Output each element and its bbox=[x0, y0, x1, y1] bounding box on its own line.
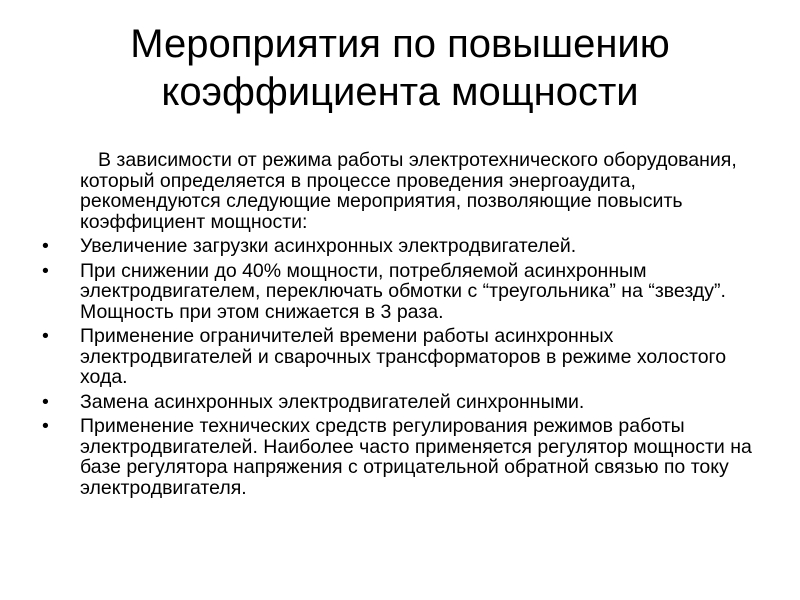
bullet-icon: • bbox=[42, 325, 49, 347]
measures-list bbox=[40, 236, 760, 498]
list-item bbox=[40, 392, 760, 413]
list-item-text: Замена асинхронных электродвигателей синхронными. bbox=[80, 390, 585, 413]
bullet-icon: • bbox=[42, 390, 49, 413]
slide-title-line-2: коэффициента мощности bbox=[161, 70, 639, 114]
list-item bbox=[40, 236, 760, 257]
list-item-text: Применение технических средств регулирования режимов работы электродвигателей. Наиболее часто применяется регулятор мощности на базе регулятора напряжения с отрицательной обратной связью по току электродвигателя. bbox=[80, 415, 752, 499]
list-item bbox=[40, 261, 760, 323]
slide-title bbox=[40, 20, 760, 116]
list-item bbox=[40, 326, 760, 388]
intro-paragraph: В зависимости от режима работы электротехнического оборудования, который определяется в процессе проведения энергоаудита, рекомендуются следующие мероприятия, позволяющие повысить коэффициент мощности: bbox=[80, 149, 737, 233]
bullet-icon: • bbox=[42, 415, 49, 437]
list-item-text: При снижении до 40% мощности, потребляемой асинхронным электродвигателем, переключать обмотки с “треугольника” на “звезду”. Мощность при этом снижается в 3 раза. bbox=[80, 259, 726, 323]
bullet-icon: • bbox=[42, 259, 49, 282]
list-item bbox=[40, 416, 760, 498]
list-item-text: Применение ограничителей времени работы асинхронных электродвигателей и сварочных трансформаторов в режиме холостого хода. bbox=[80, 325, 727, 388]
slide-body bbox=[40, 150, 760, 502]
slide-title-line-1: Мероприятия по повышению bbox=[130, 22, 670, 66]
list-item-text: Увеличение загрузки асинхронных электродвигателей. bbox=[80, 235, 577, 257]
bullet-icon: • bbox=[42, 235, 49, 257]
